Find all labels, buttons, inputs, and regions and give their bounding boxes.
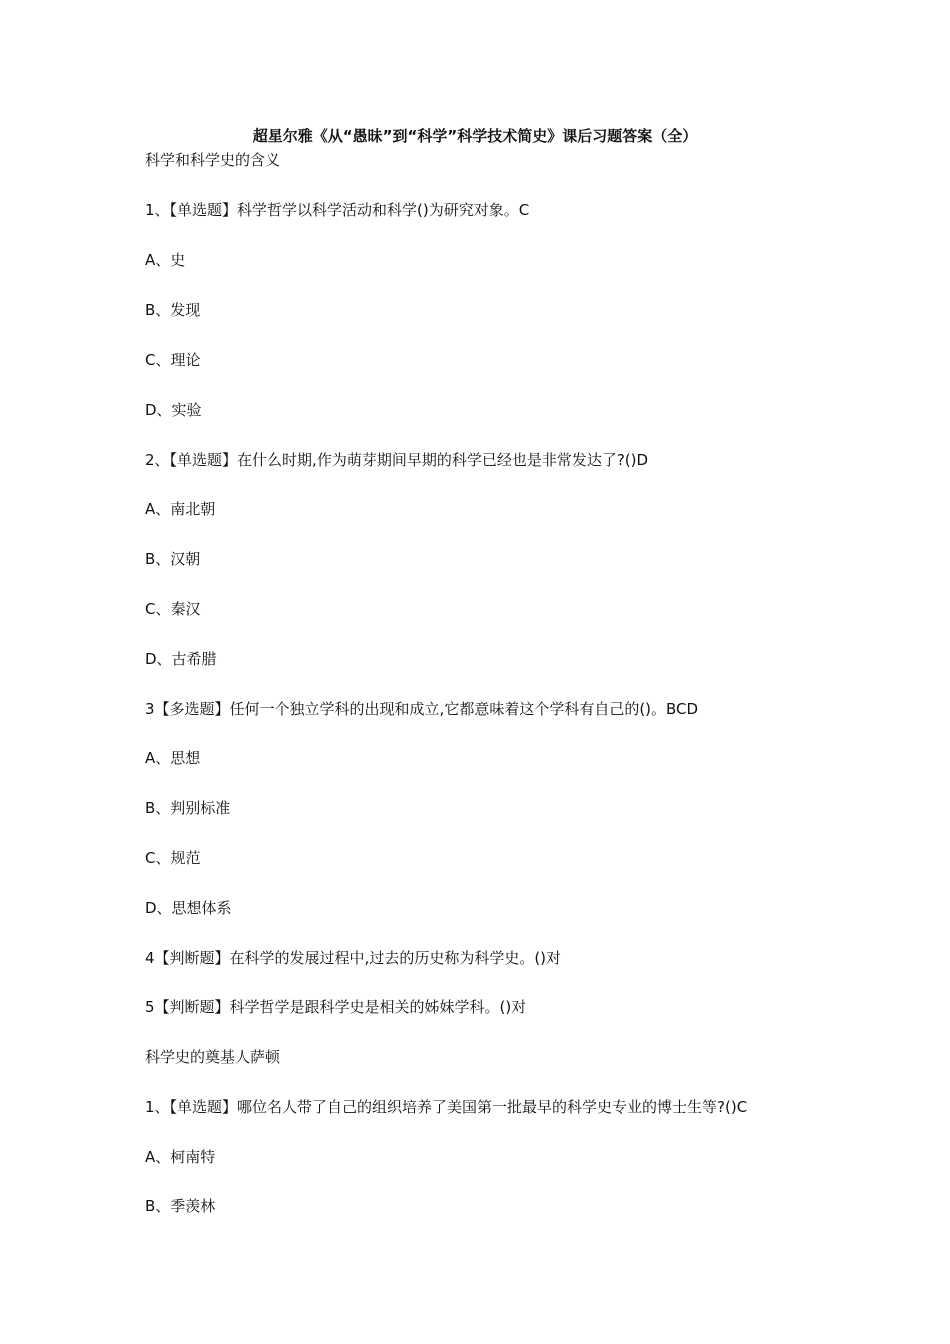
answer-option: C、规范 bbox=[145, 849, 201, 867]
section-heading: 科学史的奠基人萨顿 bbox=[145, 1048, 281, 1066]
question-text: 5【判断题】科学哲学是跟科学史是相关的姊妹学科。()对 bbox=[145, 998, 527, 1016]
answer-option: B、判别标准 bbox=[145, 799, 231, 817]
answer-option: A、南北朝 bbox=[145, 500, 216, 518]
answer-option: B、季羡林 bbox=[145, 1197, 216, 1215]
answer-option: A、思想 bbox=[145, 749, 201, 767]
question-text: 1、【单选题】哪位名人带了自己的组织培养了美国第一批最早的科学史专业的博士生等?()C bbox=[145, 1098, 748, 1116]
answer-option: D、古希腊 bbox=[145, 650, 217, 668]
question-text: 1、【单选题】科学哲学以科学活动和科学()为研究对象。C bbox=[145, 201, 530, 219]
question-text: 3【多选题】任何一个独立学科的出现和成立,它都意味着这个学科有自己的()。BCD bbox=[145, 700, 699, 718]
question-text: 2、【单选题】在什么时期,作为萌芽期间早期的科学已经也是非常发达了?()D bbox=[145, 451, 649, 469]
answer-option: D、思想体系 bbox=[145, 899, 232, 917]
answer-option: C、理论 bbox=[145, 351, 201, 369]
answer-option: A、柯南特 bbox=[145, 1148, 216, 1166]
question-text: 4【判断题】在科学的发展过程中,过去的历史称为科学史。()对 bbox=[145, 949, 562, 967]
document-title: 超星尔雅《从“愚昧”到“科学”科学技术简史》课后习题答案（全） bbox=[252, 127, 698, 145]
answer-option: A、史 bbox=[145, 251, 186, 269]
answer-option: B、发现 bbox=[145, 301, 201, 319]
answer-option: D、实验 bbox=[145, 401, 202, 419]
section-heading: 科学和科学史的含义 bbox=[145, 151, 281, 169]
answer-option: B、汉朝 bbox=[145, 550, 201, 568]
answer-option: C、秦汉 bbox=[145, 600, 201, 618]
